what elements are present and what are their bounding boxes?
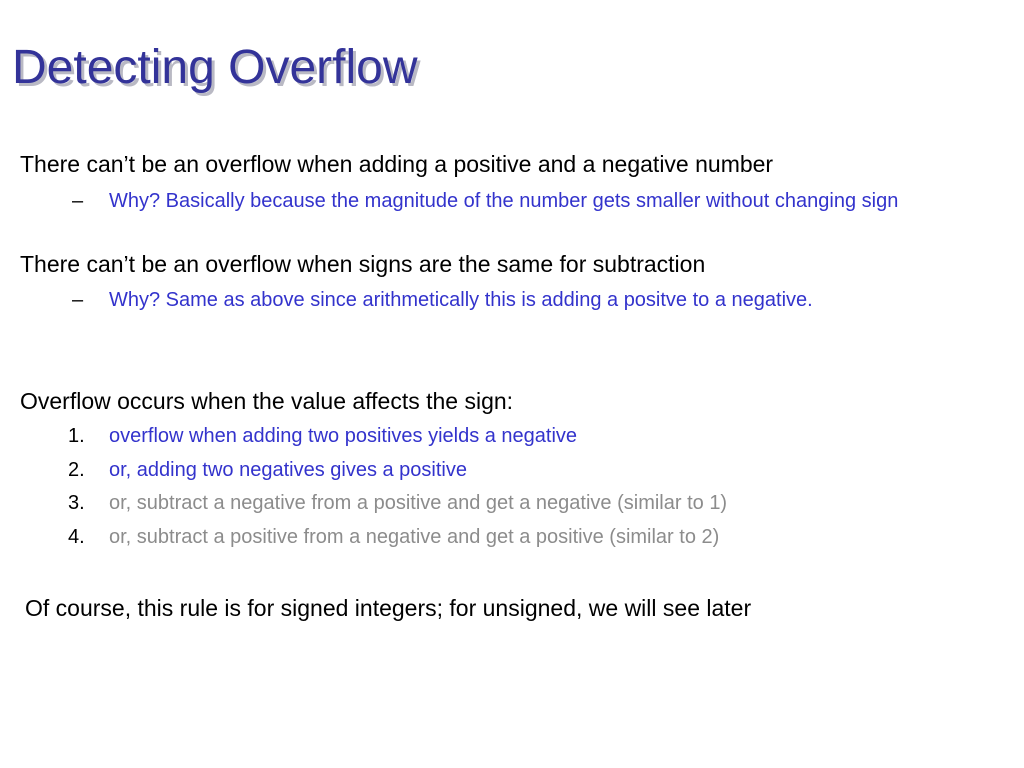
- condition-item: or, subtract a positive from a negative and get a positive (similar to 2): [109, 526, 720, 548]
- sub-bullet-subtraction-explanation: Why? Same as above since arithmetically this is adding a positve to a negative.: [109, 289, 813, 311]
- condition-number: 4.: [68, 526, 85, 548]
- sub-bullet-addition-explanation: Why? Basically because the magnitude of the number gets smaller without changing sign: [109, 190, 899, 212]
- bullet-no-overflow-subtraction: There can’t be an overflow when signs are the same for subtraction: [20, 251, 706, 277]
- slide-title: Detecting Overflow: [12, 41, 418, 94]
- overflow-heading: Overflow occurs when the value affects the sign:: [20, 388, 514, 414]
- sub-bullet-dash: –: [72, 289, 84, 311]
- condition-item: or, adding two negatives gives a positive: [109, 459, 467, 481]
- footnote: Of course, this rule is for signed integers; for unsigned, we will see later: [25, 595, 752, 621]
- condition-number: 2.: [68, 459, 85, 481]
- condition-number: 1.: [68, 425, 85, 447]
- condition-number: 3.: [68, 492, 85, 514]
- condition-item: overflow when adding two positives yields a negative: [109, 425, 578, 447]
- condition-item: or, subtract a negative from a positive and get a negative (similar to 1): [109, 492, 728, 514]
- sub-bullet-dash: –: [72, 190, 84, 212]
- bullet-no-overflow-addition: There can’t be an overflow when adding a positive and a negative number: [20, 151, 774, 177]
